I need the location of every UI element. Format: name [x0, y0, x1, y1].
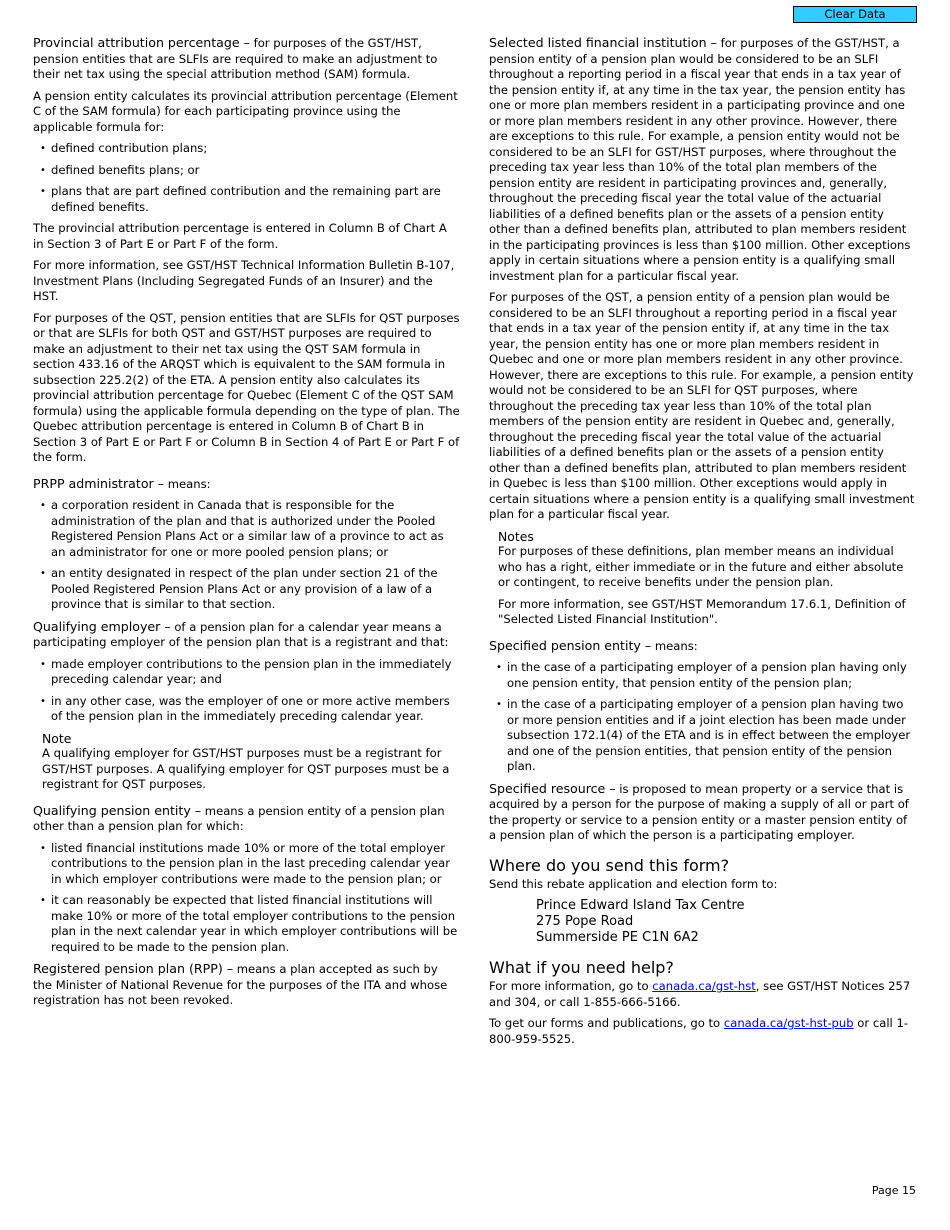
pap-paragraph-2: A pension entity calculates its provincial attribution percentage (Element C of the SAM formula) for each participating province using the applicable formula for:: [33, 88, 458, 134]
spe-bullet-list: [489, 660, 917, 775]
slfi-definition: Selected listed financial institution – for purposes of the GST/HST, a pension entity of a pension plan would be considered to be an SLFI throughout a reporting period in a fiscal year that ends in a tax year of the pension entity if, at any time in the tax year, the pension entity has one or more plan members resident in a participating province and one or more plan members resident in any other province. However, there are exceptions to this rule. For example, a pension entity would not be considered to be an SLFI for GST/HST purposes, where throughout the preceding tax year less than 10% of the total plan members of the pension entity are resident in participating provinces and, generally, throughout the preceding fiscal year the total value of the actuarial liabilities of a defined benefits plan or the assets of a pension entity other than a defined benefits plan, attributed to plan members resident in the participating provinces is less than $100 million. Other exceptions apply in certain situations where a pension entity is a qualifying small investment plan for a particular fiscal year.: [489, 35, 911, 283]
help-paragraph-1: For more information, go to canada.ca/gst-hst, see GST/HST Notices 257 and 304, or call 1-855-666-5166.: [489, 979, 911, 1009]
list-item: • in any other case, was the employer of one or more active members of the pension plan in the immediately preceding calendar year.: [51, 694, 460, 725]
sr-definition: Specified resource – is proposed to mean property or a service that is acquired by a person for the purpose of making a supply of all or part of the property or service to a pension entity or a master pension entity of a pension plan of which the person is a participating employer.: [489, 780, 909, 842]
list-item: • made employer contributions to the pension plan in the immediately preceding calendar year; and: [51, 657, 460, 688]
list-item: • a corporation resident in Canada that is responsible for the administration of the plan and that is authorized under the Pooled Registered Pension Plans Act or a similar law of a province to act as an administrator for one or more pooled pension plans; or: [51, 498, 460, 560]
pap-paragraph-5: For purposes of the QST, pension entities that are SLFIs for QST purposes or that are SLFIs for both QST and GST/HST purposes are required to make an adjustment to their net tax using the QST SAM formula in section 433.16 of the ARQST which is equivalent to the SAM formula in subsection 225.2(2) of the ETA. A pension entity also calculates its provincial attribution percentage for Quebec (Element C of the QST SAM formula) using the applicable formula depending on the type of plan. The Quebec attribution percentage is entered in Column B of Chart B in Section 3 of Part E or Part F or Column B in Section 4 of Part E or Part F of the form.: [33, 310, 460, 464]
rpp-definition: Registered pension plan (RPP) – means a plan accepted as such by the Minister of National Revenue for the purposes of the ITA and whose registration has not been revoked.: [33, 961, 448, 1007]
note-heading: Note: [42, 730, 72, 746]
qe-bullet-list: [33, 657, 460, 725]
address-line: 275 Pope Road: [536, 914, 634, 929]
clear-data-button[interactable]: Clear Data: [793, 6, 917, 23]
list-item: • an entity designated in respect of the plan under section 21 of the Pooled Registered Pension Plans Act or any provision of a law of a province that is similar to that section.: [51, 566, 460, 613]
list-item: • defined benefits plans; or: [51, 163, 460, 179]
qe-note: [33, 731, 460, 793]
notes-paragraph-2: For more information, see GST/HST Memorandum 17.6.1, Definition of "Selected Listed Financial Institution".: [498, 596, 906, 626]
qe-term: Qualifying employer –: [33, 618, 171, 634]
pap-definition: Provincial attribution percentage – for purposes of the GST/HST, pension entities that are SLFIs are required to make an adjustment to their net tax using the special attribution method (SAM) formula.: [33, 35, 438, 81]
pap-term: Provincial attribution percentage –: [33, 35, 250, 50]
slfi-notes: [489, 529, 917, 628]
slfi-paragraph-2: For purposes of the QST, a pension entity of a pension plan would be considered to be an SLFI throughout a reporting period in a fiscal year that ends in a tax year of the pension entity if, at any time in the tax year, the pension entity has one or more plan members resident in Quebec and one or more plan members resident in any other province. However, there are exceptions to this rule. For example, a pension entity would not be considered to be an SLFI for QST purposes, where throughout the preceding tax year less than 10% of the total plan members of the pension entity are resident in Quebec and, generally, throughout the preceding fiscal year the total value of the actuarial liabilities of a defined benefits plan or the assets of a pension entity other than a defined benefits plan, attributed to plan members resident in Quebec is less than $100 million. Other exceptions would apply in certain situations where a pension entity is a qualifying small investment plan for a particular fiscal year.: [489, 290, 915, 521]
prpp-bullet-list: [33, 498, 460, 613]
help-paragraph-2: To get our forms and publications, go to canada.ca/gst-hst-pub or call 1-800-959-5525.: [489, 1016, 909, 1046]
prpp-definition: PRPP administrator – means:: [33, 475, 211, 491]
list-item: • it can reasonably be expected that listed financial institutions will make 10% or more of the total employer contributions to the pension plan in the next calendar year in which employer contributions will be required to be made to the pension plan.: [51, 893, 460, 955]
pap-paragraph-3: The provincial attribution percentage is entered in Column B of Chart A in Section 3 of Part E or Part F of the form.: [33, 221, 447, 251]
prpp-term: PRPP administrator –: [33, 475, 165, 491]
gst-hst-pub-link[interactable]: canada.ca/gst-hst-pub: [723, 1016, 854, 1030]
list-item: • defined contribution plans;: [51, 141, 460, 157]
list-item: • listed financial institutions made 10% or more of the total employer contributions to the pension plan in the last preceding calendar year in which employer contributions were made to the pension plan; or: [51, 841, 460, 888]
pap-bullet-list: [33, 141, 460, 215]
right-column: [489, 35, 917, 1053]
note-text: A qualifying employer for GST/HST purposes must be a registrant for GST/HST purposes. A qualifying employer for QST purposes must be a registrant for QST purposes.: [42, 746, 450, 791]
mailing-address: [489, 898, 917, 946]
page-number: Page 15: [871, 1184, 916, 1197]
left-column: [33, 35, 460, 1015]
address-line: Prince Edward Island Tax Centre: [536, 898, 745, 913]
list-item: • in the case of a participating employer of a pension plan having only one pension entity, that pension entity of the pension plan;: [507, 660, 917, 691]
qpe-bullet-list: [33, 841, 460, 956]
rpp-term: Registered pension plan (RPP) –: [33, 961, 234, 976]
qe-definition: Qualifying employer – of a pension plan for a calendar year means a participating employer of the pension plan that is a registrant and that:: [33, 618, 449, 649]
send-heading: Where do you send this form?: [489, 855, 730, 875]
slfi-term: Selected listed financial institution –: [489, 35, 717, 50]
spe-definition: Specified pension entity – means:: [489, 637, 698, 653]
send-text: Send this rebate application and election form to:: [489, 876, 778, 891]
list-item: • plans that are part defined contribution and the remaining part are defined benefits.: [51, 184, 460, 215]
qpe-term: Qualifying pension entity –: [33, 802, 202, 818]
help-heading: What if you need help?: [489, 958, 674, 977]
notes-heading: Notes: [498, 528, 534, 544]
gst-hst-link[interactable]: canada.ca/gst-hst: [652, 979, 756, 993]
address-line: Summerside PE C1N 6A2: [536, 930, 699, 945]
sr-term: Specified resource –: [489, 780, 616, 796]
notes-paragraph-1: For purposes of these definitions, plan member means an individual who has a right, either immediate or in the future and either absolute or contingent, to receive benefits under the pension plan.: [498, 544, 904, 589]
qpe-definition: Qualifying pension entity – means a pension entity of a pension plan other than a pension plan for which:: [33, 802, 445, 833]
pap-paragraph-4: For more information, see GST/HST Technical Information Bulletin B-107, Investment Plans (Including Segregated Funds of an Insurer) and the HST.: [33, 258, 455, 303]
spe-term: Specified pension entity –: [489, 637, 652, 653]
list-item: • in the case of a participating employer of a pension plan having two or more pension entities and if a joint election has been made under subsection 172.1(4) of the ETA and is in effect between the employer and one of the pension entities, that pension entity of the pension plan.: [507, 697, 917, 775]
